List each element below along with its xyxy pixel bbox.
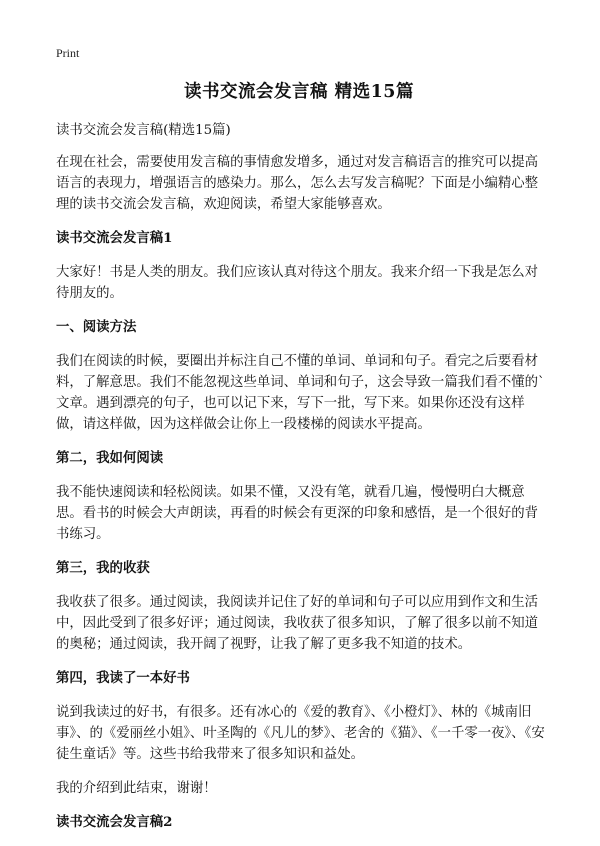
print-link[interactable]: Print <box>56 46 80 60</box>
section-heading: 读书交流会发言稿1 <box>56 230 173 246</box>
good-book-heading: 第四，我读了一本好书 <box>56 670 190 686</box>
intro-paragraph: 在现在社会，需要使用发言稿的事情愈发增多，通过对发言稿语言的推究可以提高语言的表现力，增强语言的感染力。那么，怎么去写发言稿呢？下面是小编精心整理的读书交流会发言稿，欢迎阅读，希望大家能够喜欢。 <box>56 155 539 212</box>
how-i-read-paragraph: 我不能快速阅读和轻松阅读。如果不懂，又没有笔，就看几遍，慢慢明白大概意思。看书的时候会大声朗读，再看的时候会有更深的印象和感悟，是一个很好的背书练习。 <box>56 485 539 542</box>
how-i-read-heading: 第二，我如何阅读 <box>56 450 164 466</box>
document-subtitle: 读书交流会发言稿(精选15篇) <box>56 123 231 138</box>
reading-method-heading: 一、阅读方法 <box>56 319 137 335</box>
closing-paragraph: 我的介绍到此结束，谢谢！ <box>56 781 217 796</box>
good-book-paragraph: 说到我读过的好书，有很多。还有冰心的《爱的教育》、《小橙灯》、林的《城南旧事》、的《爱丽丝小姐》、叶圣陶的《凡儿的梦》、老舍的《猫》、《一千零一夜》、《安徒生童话》等。这些书给我带来了很多知识和益处。 <box>56 705 545 762</box>
section-heading: 读书交流会发言稿2 <box>56 814 173 830</box>
my-gains-paragraph: 我收获了很多。通过阅读，我阅读并记住了好的单词和句子可以应用到作文和生活中，因此受到了很多好评；通过阅读，我收获了很多知识，了解了很多以前不知道的奥秘；通过阅读，我开阔了视野，让我了解了更多我不知道的技术。 <box>56 595 539 652</box>
greeting-paragraph: 大家好！书是人类的朋友。我们应该认真对待这个朋友。我来介绍一下我是怎么对待朋友的。 <box>56 265 539 301</box>
my-gains-heading: 第三，我的收获 <box>56 560 150 576</box>
document-title: 读书交流会发言稿 精选15篇 <box>184 82 414 102</box>
reading-method-paragraph: 我们在阅读的时候，要圈出并标注自己不懂的单词、单词和句子。看完之后要看材料，了解意思。我们不能忽视这些单词、单词和句子，这会导致一篇我们看不懂的`文章。遇到漂亮的句子，也可以记下来，写下一批，写下来。如果你还没有这样做，请这样做，因为这样做会让你上一段楼梯的阅读水平提高。 <box>56 354 545 432</box>
document-body <box>56 120 546 846</box>
